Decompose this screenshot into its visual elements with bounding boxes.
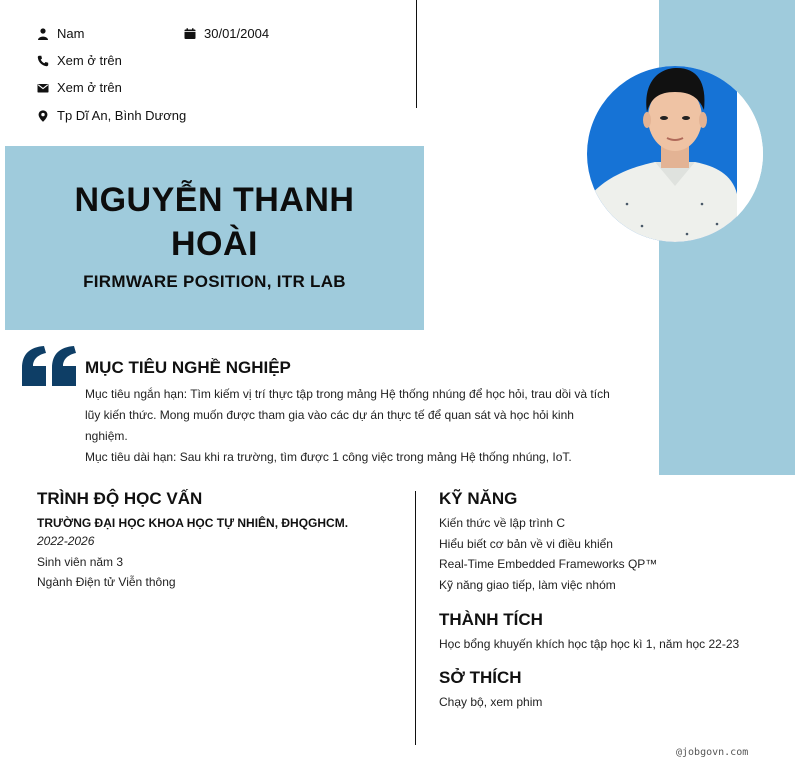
list-item: Kiến thức về lập trình C: [439, 516, 566, 530]
education-status: Sinh viên năm 3: [37, 554, 124, 569]
gender-value: Nam: [57, 26, 85, 41]
envelope-icon: [37, 82, 49, 94]
birthdate-value: 30/01/2004: [204, 26, 270, 41]
list-item: Kỹ năng giao tiếp, làm việc nhóm: [439, 577, 616, 592]
list-item: Real-Time Embedded Frameworks QP™: [439, 557, 658, 571]
candidate-name: [5, 178, 424, 266]
position-title: FIRMWARE POSITION, ITR LAB: [83, 272, 346, 291]
contact-birthdate: [184, 26, 269, 41]
address-value: Tp Dĩ An, Bình Dương: [57, 108, 187, 123]
education-years: 2022-2026: [37, 534, 95, 548]
watermark: @jobgovn.com: [676, 747, 749, 758]
contact-address: [37, 108, 186, 123]
school-name: TRƯỜNG ĐẠI HỌC KHOA HỌC TỰ NHIÊN, ĐHQGHCM.: [37, 516, 349, 530]
objective-title: MỤC TIÊU NGHỀ NGHIỆP: [85, 358, 291, 377]
contact-phone: [37, 53, 122, 68]
objective-body: [85, 384, 610, 468]
list-item: Hiểu biết cơ bản về vi điều khiển: [439, 536, 613, 551]
list-item: Chạy bộ, xem phim: [439, 695, 543, 709]
objective-long-term: Mục tiêu dài hạn: Sau khi ra trường, tìm được 1 công việc trong mảng Hệ thống nhúng, IoT.: [85, 450, 572, 464]
name-line-2: HOÀI: [171, 225, 258, 263]
top-divider: [416, 0, 417, 108]
phone-value: Xem ở trên: [57, 53, 122, 68]
email-value: Xem ở trên: [57, 80, 122, 95]
section-divider: [415, 491, 416, 745]
quote-icon: [20, 344, 78, 388]
person-icon: [37, 28, 49, 40]
education-title: TRÌNH ĐỘ HỌC VẤN: [37, 489, 203, 508]
skills-list: [439, 513, 779, 595]
avatar: [587, 54, 763, 254]
objective-short-term: Mục tiêu ngắn hạn: Tìm kiếm vị trí thực tập trong mảng Hệ thống nhúng để học hỏi, trau dồi và tích lũy kiến thức. Mong muốn được tham gia vào các dự án thực tế để quan sát và học hỏi kinh nghiệm.: [85, 387, 610, 443]
list-item: Học bổng khuyến khích học tập học kì 1, năm học 22-23: [439, 637, 740, 651]
achievements-title: THÀNH TÍCH: [439, 610, 543, 629]
map-pin-icon: [37, 110, 49, 122]
contact-gender: [37, 26, 84, 41]
education-section: [37, 489, 407, 593]
achievements-section: [439, 610, 779, 655]
skills-title: KỸ NĂNG: [439, 489, 518, 508]
contact-email: [37, 80, 122, 95]
hobbies-section: [439, 668, 779, 713]
education-major: Ngành Điện tử Viễn thông: [37, 575, 176, 589]
phone-icon: [37, 55, 49, 67]
calendar-icon: [184, 28, 196, 40]
skills-section: [439, 489, 779, 595]
hobbies-title: SỞ THÍCH: [439, 668, 522, 687]
name-banner: [5, 146, 424, 330]
name-line-1: NGUYỄN THANH: [74, 181, 355, 219]
